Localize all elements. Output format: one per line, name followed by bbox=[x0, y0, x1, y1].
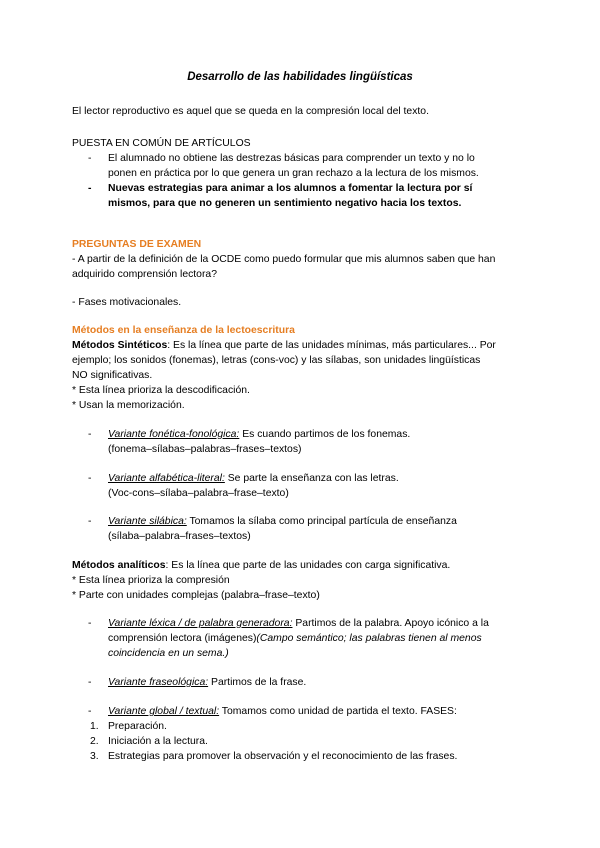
variant-sequence: (Voc-cons–sílaba–palabra–frase–texto) bbox=[108, 488, 289, 499]
variant-name: Variante fraseológica: bbox=[108, 677, 209, 688]
question-line: - A partir de la definición de la OCDE como puedo formular que mis alumnos saben que han bbox=[72, 254, 496, 265]
sinteticos-paragraph bbox=[72, 338, 532, 413]
fase-text: Preparación. bbox=[108, 721, 167, 732]
bullet-marker: - bbox=[88, 153, 92, 164]
bullet-marker: - bbox=[88, 429, 92, 440]
variant-desc: Partimos de la frase. bbox=[208, 677, 307, 688]
variant-desc: Es cuando partimos de los fonemas. bbox=[239, 429, 411, 440]
sinteticos-label: Métodos Sintéticos bbox=[72, 340, 168, 351]
number-marker: 1. bbox=[90, 721, 99, 732]
question-1 bbox=[72, 252, 532, 282]
variant-sequence: (fonema–sílabas–palabras–frases–textos) bbox=[108, 444, 302, 455]
note-line: * Esta línea prioriza la compresión bbox=[72, 575, 230, 586]
note-line: * Usan la memorización. bbox=[72, 400, 185, 411]
list-item-line: El alumnado no obtiene las destrezas básicas para comprender un texto y no lo bbox=[108, 153, 475, 164]
note-line: * Esta línea prioriza la descodificación. bbox=[72, 385, 250, 396]
bullet-marker: - bbox=[88, 183, 92, 194]
analiticos-paragraph bbox=[72, 558, 532, 603]
list-item-line: mismos, para que no generen un sentimiento negativo hacia los textos. bbox=[108, 198, 462, 209]
fase-text: Iniciación a la lectura. bbox=[108, 736, 208, 747]
puesta-heading: PUESTA EN COMÚN DE ARTÍCULOS bbox=[72, 138, 251, 149]
analiticos-text: : Es la línea que parte de las unidades con carga significativa. bbox=[165, 560, 451, 571]
variant-desc: Tomamos la sílaba como principal partícula de enseñanza bbox=[186, 516, 457, 527]
variant-name: Variante léxica / de palabra generadora: bbox=[108, 618, 293, 629]
sinteticos-text: : Es la línea que parte de las unidades mínimas, más particulares... Por bbox=[167, 340, 496, 351]
bullet-marker: - bbox=[88, 706, 92, 717]
list-item-line: ponen en práctica por lo que genera un gran rechazo a la lectura de los mismos. bbox=[108, 168, 479, 179]
bullet-marker: - bbox=[88, 677, 92, 688]
variant-name: Variante alfabética-literal: bbox=[108, 473, 225, 484]
number-marker: 3. bbox=[90, 751, 99, 762]
paragraph-line: NO significativas. bbox=[72, 370, 153, 381]
preguntas-heading: PREGUNTAS DE EXAMEN bbox=[72, 239, 202, 250]
page-title: Desarrollo de las habilidades lingüísticas bbox=[187, 71, 413, 83]
variant-desc: Partimos de la palabra. Apoyo icónico a la bbox=[292, 618, 489, 629]
paragraph-line: ejemplo; los sonidos (fonemas), letras (cons-voc) y las sílabas, son unidades lingüísticas bbox=[72, 355, 481, 366]
variant-desc: Tomamos como unidad de partida el texto. FASES: bbox=[219, 706, 457, 717]
bullet-marker: - bbox=[88, 516, 92, 527]
bullet-marker: - bbox=[88, 618, 92, 629]
fase-text: Estrategias para promover la observación y el reconocimiento de las frases. bbox=[108, 751, 458, 762]
question-2: - Fases motivacionales. bbox=[72, 297, 182, 308]
list-item-line: Nuevas estrategias para animar a los alumnos a fomentar la lectura por sí bbox=[108, 183, 473, 194]
metodos-heading: Métodos en la enseñanza de la lectoescritura bbox=[72, 325, 295, 336]
variant-name: Variante silábica: bbox=[108, 516, 187, 527]
variant-desc: Se parte la enseñanza con las letras. bbox=[224, 473, 399, 484]
bullet-marker: - bbox=[88, 473, 92, 484]
question-line: adquirido comprensión lectora? bbox=[72, 269, 217, 280]
variant-note: coincidencia en un sema.) bbox=[108, 648, 229, 659]
variant-note: (Campo semántico; las palabras tienen al menos bbox=[256, 633, 482, 644]
note-line: * Parte con unidades complejas (palabra–frase–texto) bbox=[72, 590, 320, 601]
variant-name: Variante global / textual: bbox=[108, 706, 220, 717]
analiticos-label: Métodos analíticos bbox=[72, 560, 166, 571]
variant-name: Variante fonética-fonológica: bbox=[108, 429, 240, 440]
intro-paragraph: El lector reproductivo es aquel que se queda en la compresión local del texto. bbox=[72, 106, 429, 117]
number-marker: 2. bbox=[90, 736, 99, 747]
variant-sequence: (sílaba–palabra–frases–textos) bbox=[108, 531, 251, 542]
variant-desc-cont: comprensión lectora (imágenes) bbox=[108, 633, 257, 644]
